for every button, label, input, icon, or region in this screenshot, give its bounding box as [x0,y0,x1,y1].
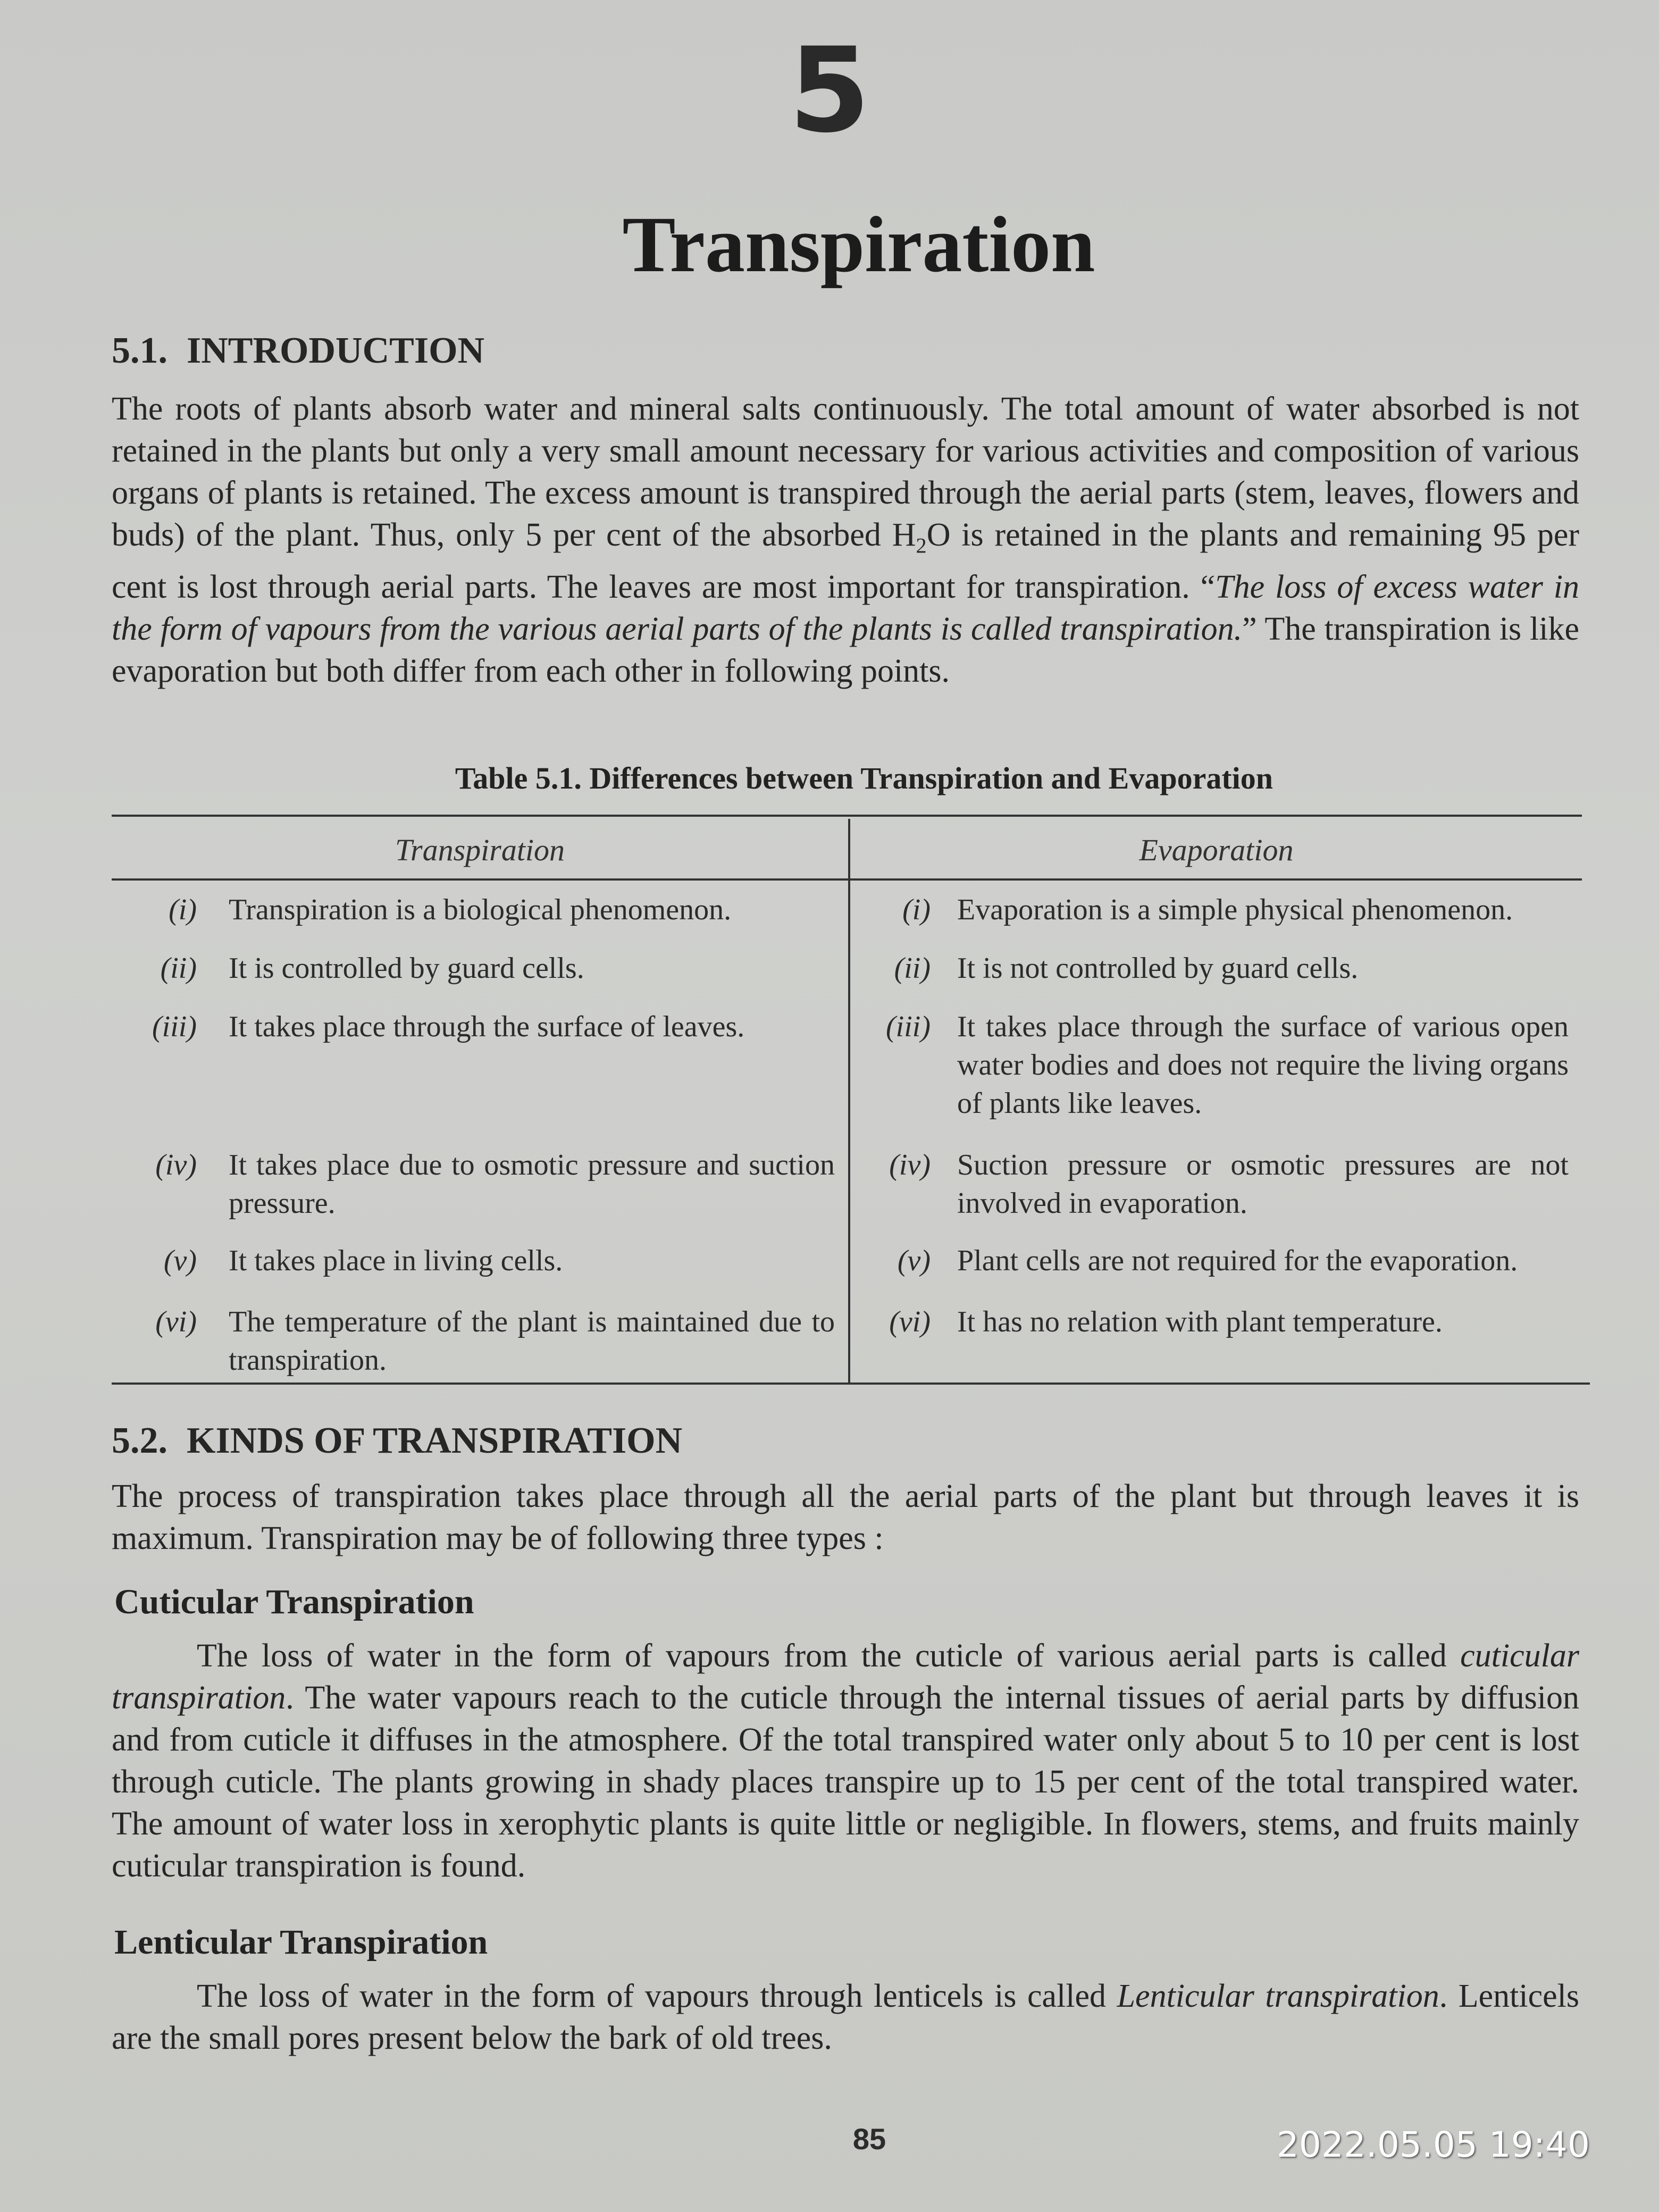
intro-text-3: ” The transpiration is like evaporation but both differ from each other in following points. [112,611,1579,690]
photo-timestamp: 2022.05.05 19:40 [1276,2124,1590,2165]
table-header-rule [112,878,1582,881]
row-number-left: (ii) [160,952,197,985]
table-column-divider [848,819,850,1384]
column-header-evaporation: Evaporation [1139,833,1294,867]
intro-paragraph [112,388,1579,692]
row-number-right: (iv) [889,1149,931,1182]
lenticular-paragraph [112,1975,1579,2059]
subheading-lenticular: Lenticular Transpiration [114,1923,488,1962]
table-caption: Table 5.1. Differences between Transpiration and Evaporation [455,761,1273,795]
row-left-text: Transpiration is a biological phenomenon. [229,893,732,926]
row-number-left: (iv) [155,1149,197,1182]
row-right-text: It is not controlled by guard cells. [957,952,1359,985]
row-number-right: (v) [897,1244,931,1277]
transpiration-definition: The loss of excess water in the form of vapours from the various aerial parts of the plants is called transpiration. [112,569,1579,648]
chapter-number: 5 [789,22,870,158]
row-left-text: It takes place through the surface of leaves. [229,1010,745,1043]
page-number: 85 [852,2122,886,2156]
row-left-text: The temperature of the plant is maintained due to transpiration. [229,1305,835,1377]
lenticular-text-2: . Lenticels are the small pores present below the bark of old trees. [112,1978,1579,2056]
row-number-left: (iii) [152,1010,197,1043]
section-heading-kinds [112,1420,682,1462]
row-right-text: It takes place through the surface of various open water bodies and does not require the living organs of plants like leaves. [957,1010,1569,1120]
lenticular-term: Lenticular transpiration [1117,1978,1439,2014]
row-number-right: (ii) [894,952,931,985]
row-right-text: Evaporation is a simple physical phenomenon. [957,893,1513,926]
row-right-text: Suction pressure or osmotic pressures are not involved in evaporation. [957,1149,1569,1220]
row-right-text: It has no relation with plant temperature. [957,1305,1443,1338]
subscript-2: 2 [916,533,927,558]
cuticular-term: cuticular transpiration [112,1638,1579,1716]
cuticular-text-2: . The water vapours reach to the cuticle through the internal tissues of aerial parts by diffusion and from cuticle it diffuses in the atmosphere. Of the total transpired water only about 5 to 10 per cent is lost through cuticle. The plants growing in shady places transpire up to 15 per cent of the total transpired water. The amount of water loss in xerophytic plants is quite little or negligible. In flowers, stems, and fruits mainly cuticular transpiration is found. [112,1680,1579,1884]
section-heading-introduction [112,330,484,372]
cuticular-text-1: The loss of water in the form of vapours from the cuticle of various aerial parts is called [197,1638,1461,1674]
row-left-text: It takes place in living cells. [229,1244,563,1277]
row-number-right: (vi) [889,1305,931,1338]
section-number: 5.1. [112,330,167,371]
intro-text-2: O is retained in the plants and remaining 95 per cent is lost through aerial parts. The leaves are most important for transpiration. “ [112,517,1579,606]
table-top-rule [112,815,1582,817]
row-left-text: It is controlled by guard cells. [229,952,584,985]
row-number-right: (iii) [886,1010,931,1043]
row-right-text: Plant cells are not required for the evaporation. [957,1244,1518,1277]
cuticular-paragraph [112,1635,1579,1887]
row-number-left: (vi) [155,1305,197,1338]
subheading-cuticular: Cuticular Transpiration [114,1582,474,1621]
row-number-left: (i) [169,893,197,926]
row-number-right: (i) [902,893,931,926]
section-title: INTRODUCTION [187,330,485,371]
lenticular-text-1: The loss of water in the form of vapours through lenticels is called [197,1978,1117,2014]
chapter-title: Transpiration [622,200,1095,289]
row-left-text: It takes place due to osmotic pressure and suction pressure. [229,1149,835,1220]
section-number: 5.2. [112,1420,167,1461]
section-title: KINDS OF TRANSPIRATION [187,1420,683,1461]
intro-text-1: The roots of plants absorb water and mineral salts continuously. The total amount of water absorbed is not retained in the plants but only a very small amount necessary for various activities and composition of various organs of plants is retained. The excess amount is transpired through the aerial parts (stem, leaves, flowers and buds) of the plant. Thus, only 5 per cent of the absorbed H [112,391,1579,553]
kinds-paragraph: The process of transpiration takes place through all the aerial parts of the plant but through leaves it is maximum. Transpiration may be of following three types : [112,1478,1579,1556]
column-header-transpiration: Transpiration [395,833,565,867]
table-bottom-rule [112,1382,1590,1385]
row-number-left: (v) [163,1244,197,1277]
